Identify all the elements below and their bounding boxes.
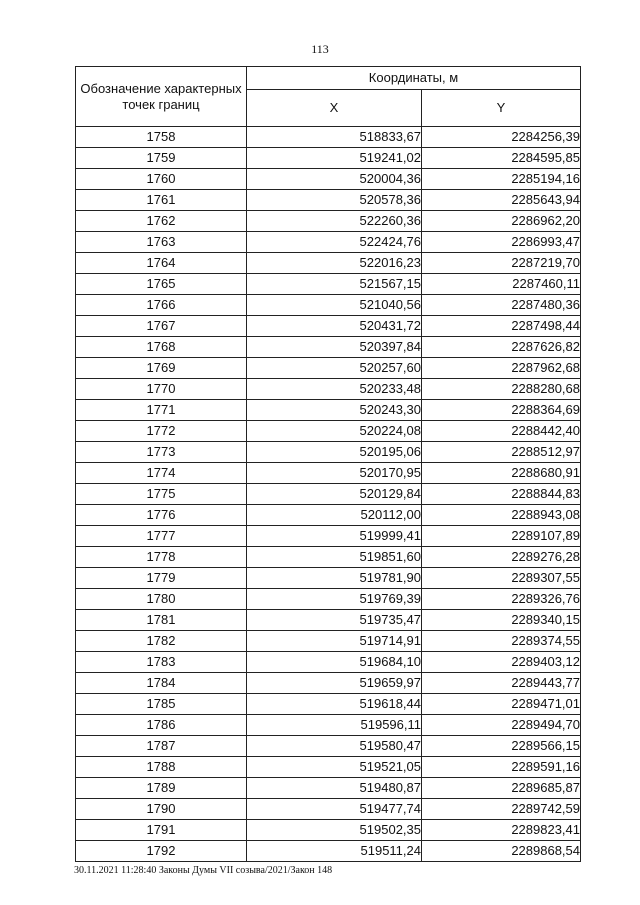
x-coordinate-cell: 520233,48 <box>247 379 422 400</box>
x-coordinate-cell: 520112,00 <box>247 505 422 526</box>
point-id-cell: 1779 <box>76 568 247 589</box>
point-column-header: Обозначение характерных точек границ <box>76 67 247 127</box>
table-row <box>76 379 581 400</box>
x-coordinate-cell: 522424,76 <box>247 232 422 253</box>
table-row <box>76 547 581 568</box>
point-id-cell: 1760 <box>76 169 247 190</box>
table-row <box>76 358 581 379</box>
page-number: 113 <box>311 42 329 56</box>
table-row <box>76 631 581 652</box>
point-id-cell: 1789 <box>76 778 247 799</box>
x-coordinate-cell: 518833,67 <box>247 127 422 148</box>
y-coordinate-cell: 2284256,39 <box>422 127 581 148</box>
y-coordinate-cell: 2287219,70 <box>422 253 581 274</box>
x-coordinate-cell: 520578,36 <box>247 190 422 211</box>
x-coordinate-cell: 519511,24 <box>247 841 422 862</box>
table-row <box>76 568 581 589</box>
y-coordinate-cell: 2287480,36 <box>422 295 581 316</box>
y-coordinate-cell: 2289307,55 <box>422 568 581 589</box>
point-id-cell: 1769 <box>76 358 247 379</box>
point-id-cell: 1778 <box>76 547 247 568</box>
x-coordinate-cell: 519596,11 <box>247 715 422 736</box>
point-id-cell: 1786 <box>76 715 247 736</box>
point-id-cell: 1780 <box>76 589 247 610</box>
y-coordinate-cell: 2289443,77 <box>422 673 581 694</box>
y-column-header: Y <box>422 90 581 127</box>
x-coordinate-cell: 519999,41 <box>247 526 422 547</box>
point-id-cell: 1792 <box>76 841 247 862</box>
y-coordinate-cell: 2288680,91 <box>422 463 581 484</box>
y-coordinate-cell: 2287498,44 <box>422 316 581 337</box>
table-body <box>76 127 581 862</box>
table-row <box>76 526 581 547</box>
x-coordinate-cell: 520397,84 <box>247 337 422 358</box>
point-id-cell: 1764 <box>76 253 247 274</box>
y-coordinate-cell: 2287962,68 <box>422 358 581 379</box>
point-id-cell: 1785 <box>76 694 247 715</box>
table-row <box>76 694 581 715</box>
y-coordinate-cell: 2289471,01 <box>422 694 581 715</box>
point-id-cell: 1776 <box>76 505 247 526</box>
x-column-header: X <box>247 90 422 127</box>
y-coordinate-cell: 2289107,89 <box>422 526 581 547</box>
point-id-cell: 1782 <box>76 631 247 652</box>
y-coordinate-cell: 2288943,08 <box>422 505 581 526</box>
table-row <box>76 211 581 232</box>
point-id-cell: 1781 <box>76 610 247 631</box>
table-row <box>76 190 581 211</box>
y-coordinate-cell: 2287626,82 <box>422 337 581 358</box>
table-row <box>76 673 581 694</box>
table-row <box>76 820 581 841</box>
x-coordinate-cell: 519580,47 <box>247 736 422 757</box>
table-row <box>76 253 581 274</box>
point-id-cell: 1758 <box>76 127 247 148</box>
point-id-cell: 1759 <box>76 148 247 169</box>
point-id-cell: 1788 <box>76 757 247 778</box>
table-row <box>76 295 581 316</box>
x-coordinate-cell: 519769,39 <box>247 589 422 610</box>
y-coordinate-cell: 2289685,87 <box>422 778 581 799</box>
point-id-cell: 1774 <box>76 463 247 484</box>
table-row <box>76 127 581 148</box>
y-coordinate-cell: 2288364,69 <box>422 400 581 421</box>
table-row <box>76 421 581 442</box>
table-row <box>76 442 581 463</box>
y-coordinate-cell: 2289494,70 <box>422 715 581 736</box>
point-id-cell: 1770 <box>76 379 247 400</box>
table-row <box>76 799 581 820</box>
x-coordinate-cell: 519521,05 <box>247 757 422 778</box>
point-id-cell: 1772 <box>76 421 247 442</box>
table-row <box>76 148 581 169</box>
x-coordinate-cell: 520224,08 <box>247 421 422 442</box>
point-id-cell: 1783 <box>76 652 247 673</box>
y-coordinate-cell: 2289326,76 <box>422 589 581 610</box>
point-id-cell: 1775 <box>76 484 247 505</box>
x-coordinate-cell: 521567,15 <box>247 274 422 295</box>
y-coordinate-cell: 2289591,16 <box>422 757 581 778</box>
x-coordinate-cell: 522016,23 <box>247 253 422 274</box>
x-coordinate-cell: 519618,44 <box>247 694 422 715</box>
table-row <box>76 610 581 631</box>
table-row <box>76 316 581 337</box>
x-coordinate-cell: 520257,60 <box>247 358 422 379</box>
x-coordinate-cell: 520195,06 <box>247 442 422 463</box>
y-coordinate-cell: 2289374,55 <box>422 631 581 652</box>
table-row <box>76 652 581 673</box>
y-coordinate-cell: 2289823,41 <box>422 820 581 841</box>
coordinates-group-header: Координаты, м <box>247 67 581 90</box>
y-coordinate-cell: 2285643,94 <box>422 190 581 211</box>
y-coordinate-cell: 2286962,20 <box>422 211 581 232</box>
y-coordinate-cell: 2284595,85 <box>422 148 581 169</box>
x-coordinate-cell: 519781,90 <box>247 568 422 589</box>
table-row <box>76 169 581 190</box>
x-coordinate-cell: 519480,87 <box>247 778 422 799</box>
y-coordinate-cell: 2289868,54 <box>422 841 581 862</box>
point-id-cell: 1771 <box>76 400 247 421</box>
point-id-cell: 1790 <box>76 799 247 820</box>
x-coordinate-cell: 522260,36 <box>247 211 422 232</box>
y-coordinate-cell: 2288280,68 <box>422 379 581 400</box>
table-row <box>76 715 581 736</box>
y-coordinate-cell: 2289276,28 <box>422 547 581 568</box>
table-row <box>76 274 581 295</box>
y-coordinate-cell: 2288512,97 <box>422 442 581 463</box>
table-row <box>76 232 581 253</box>
point-id-cell: 1763 <box>76 232 247 253</box>
point-id-cell: 1767 <box>76 316 247 337</box>
table-row <box>76 589 581 610</box>
point-id-cell: 1773 <box>76 442 247 463</box>
y-coordinate-cell: 2285194,16 <box>422 169 581 190</box>
table-row <box>76 400 581 421</box>
table-row <box>76 736 581 757</box>
point-id-cell: 1766 <box>76 295 247 316</box>
x-coordinate-cell: 520129,84 <box>247 484 422 505</box>
y-coordinate-cell: 2288442,40 <box>422 421 581 442</box>
table-row <box>76 778 581 799</box>
x-coordinate-cell: 519502,35 <box>247 820 422 841</box>
point-id-cell: 1784 <box>76 673 247 694</box>
y-coordinate-cell: 2288844,83 <box>422 484 581 505</box>
y-coordinate-cell: 2289403,12 <box>422 652 581 673</box>
y-coordinate-cell: 2289340,15 <box>422 610 581 631</box>
table-header <box>76 67 581 127</box>
coordinates-table <box>75 66 581 862</box>
table-row <box>76 463 581 484</box>
y-coordinate-cell: 2289566,15 <box>422 736 581 757</box>
x-coordinate-cell: 519735,47 <box>247 610 422 631</box>
point-id-cell: 1768 <box>76 337 247 358</box>
point-id-cell: 1791 <box>76 820 247 841</box>
table-row <box>76 841 581 862</box>
point-id-cell: 1787 <box>76 736 247 757</box>
table-row <box>76 757 581 778</box>
y-coordinate-cell: 2286993,47 <box>422 232 581 253</box>
y-coordinate-cell: 2289742,59 <box>422 799 581 820</box>
table-row <box>76 505 581 526</box>
x-coordinate-cell: 519714,91 <box>247 631 422 652</box>
x-coordinate-cell: 519851,60 <box>247 547 422 568</box>
x-coordinate-cell: 519477,74 <box>247 799 422 820</box>
y-coordinate-cell: 2287460,11 <box>422 274 581 295</box>
x-coordinate-cell: 520004,36 <box>247 169 422 190</box>
x-coordinate-cell: 521040,56 <box>247 295 422 316</box>
x-coordinate-cell: 520170,95 <box>247 463 422 484</box>
point-id-cell: 1762 <box>76 211 247 232</box>
table-row <box>76 484 581 505</box>
x-coordinate-cell: 520243,30 <box>247 400 422 421</box>
x-coordinate-cell: 520431,72 <box>247 316 422 337</box>
x-coordinate-cell: 519659,97 <box>247 673 422 694</box>
point-id-cell: 1777 <box>76 526 247 547</box>
document-footer: 30.11.2021 11:28:40 Законы Думы VII созыва/2021/Закон 148 <box>74 865 333 876</box>
table-row <box>76 337 581 358</box>
x-coordinate-cell: 519684,10 <box>247 652 422 673</box>
point-id-cell: 1765 <box>76 274 247 295</box>
x-coordinate-cell: 519241,02 <box>247 148 422 169</box>
point-id-cell: 1761 <box>76 190 247 211</box>
